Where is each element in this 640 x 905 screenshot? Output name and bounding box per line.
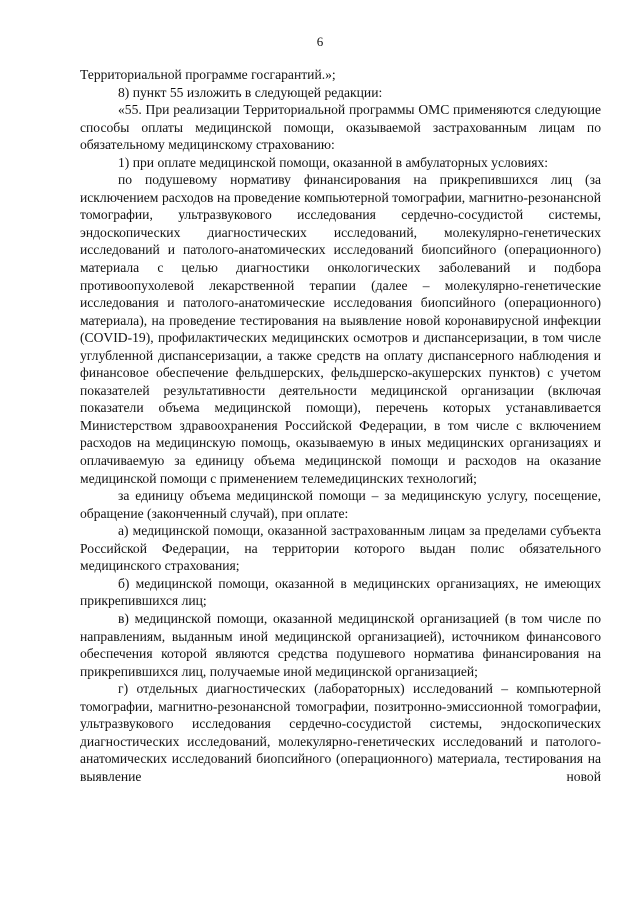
paragraph-2: «55. При реализации Территориальной программы ОМС применяются следующие способы оплаты медицинской помощи, оказываемой застрахованным лицам по обязательному медицинскому страхованию: (80, 102, 601, 153)
paragraph-7: б) медицинской помощи, оказанной в медицинских организациях, не имеющих прикрепившихся лиц; (80, 575, 601, 609)
document-body (80, 66, 601, 785)
paragraph-4: по подушевому нормативу финансирования на прикрепившихся лиц (за исключением расходов на проведение компьютерной томографии, магнитно-резонансной томографии, ультразвукового исследования сердечно-сосудистой системы, эндоскопических диагностических исследований, молекулярно-генетических исследований и патолого-анатомических исследований биопсийного (операционного) материала с целью диагностики онкологических заболеваний и подбора противоопухолевой лекарственной терапии (далее – молекулярно-генетические исследования и патолого-анатомические исследования биопсийного (операционного) материала), на проведение тестирования на выявление новой коронавирусной инфекции (COVID-19), профилактических медицинских осмотров и диспансеризации, в том числе углубленной диспансеризации, а также средств на оплату диспансерного наблюдения и финансовое обеспечение фельдшерских, фельдшерско-акушерских пунктов) с учетом показателей результативности деятельности медицинской организации (включая показатели объема медицинской помощи), перечень которых устанавливается Министерством здравоохранения Российской Федерации, в том числе с включением расходов на медицинскую помощь, оказываемую в иных медицинских организациях и оплачиваемую за единицу объема медицинской помощи и расходов на оказание медицинской помощи с применением телемедицинских технологий; (80, 172, 601, 486)
paragraph-3: 1) при оплате медицинской помощи, оказанной в амбулаторных условиях: (118, 154, 549, 170)
paragraph-9: г) отдельных диагностических (лабораторных) исследований – компьютерной томографии, магнитно-резонансной томографии, позитронно-эмиссионной томографии, ультразвукового исследования сердечно-сосудистой системы, эндоскопических диагностических исследований, молекулярно-генетических исследований и патолого-анатомических исследований биопсийного (операционного) материала, тестирования на выявление новой (80, 681, 601, 784)
paragraph-0: Территориальной программе госгарантий.»; (80, 67, 336, 82)
page-number: 6 (316, 34, 324, 49)
paragraph-5: за единицу объема медицинской помощи – за медицинскую услугу, посещение, обращение (законченный случай), при оплате: (80, 488, 601, 521)
paragraph-8: в) медицинской помощи, оказанной медицинской организацией (в том числе по направлениям, выданным иной медицинской организацией), источником финансового обеспечения которой являются средства подушевого норматива финансирования на прикрепившихся лиц, получаемые иной медицинской организацией; (80, 610, 601, 679)
paragraph-6: а) медицинской помощи, оказанной застрахованным лицам за пределами субъекта Российской Федерации, на территории которого выдан полис обязательного медицинского страхования; (80, 523, 601, 574)
paragraph-1: 8) пункт 55 изложить в следующей редакции: (118, 84, 383, 100)
